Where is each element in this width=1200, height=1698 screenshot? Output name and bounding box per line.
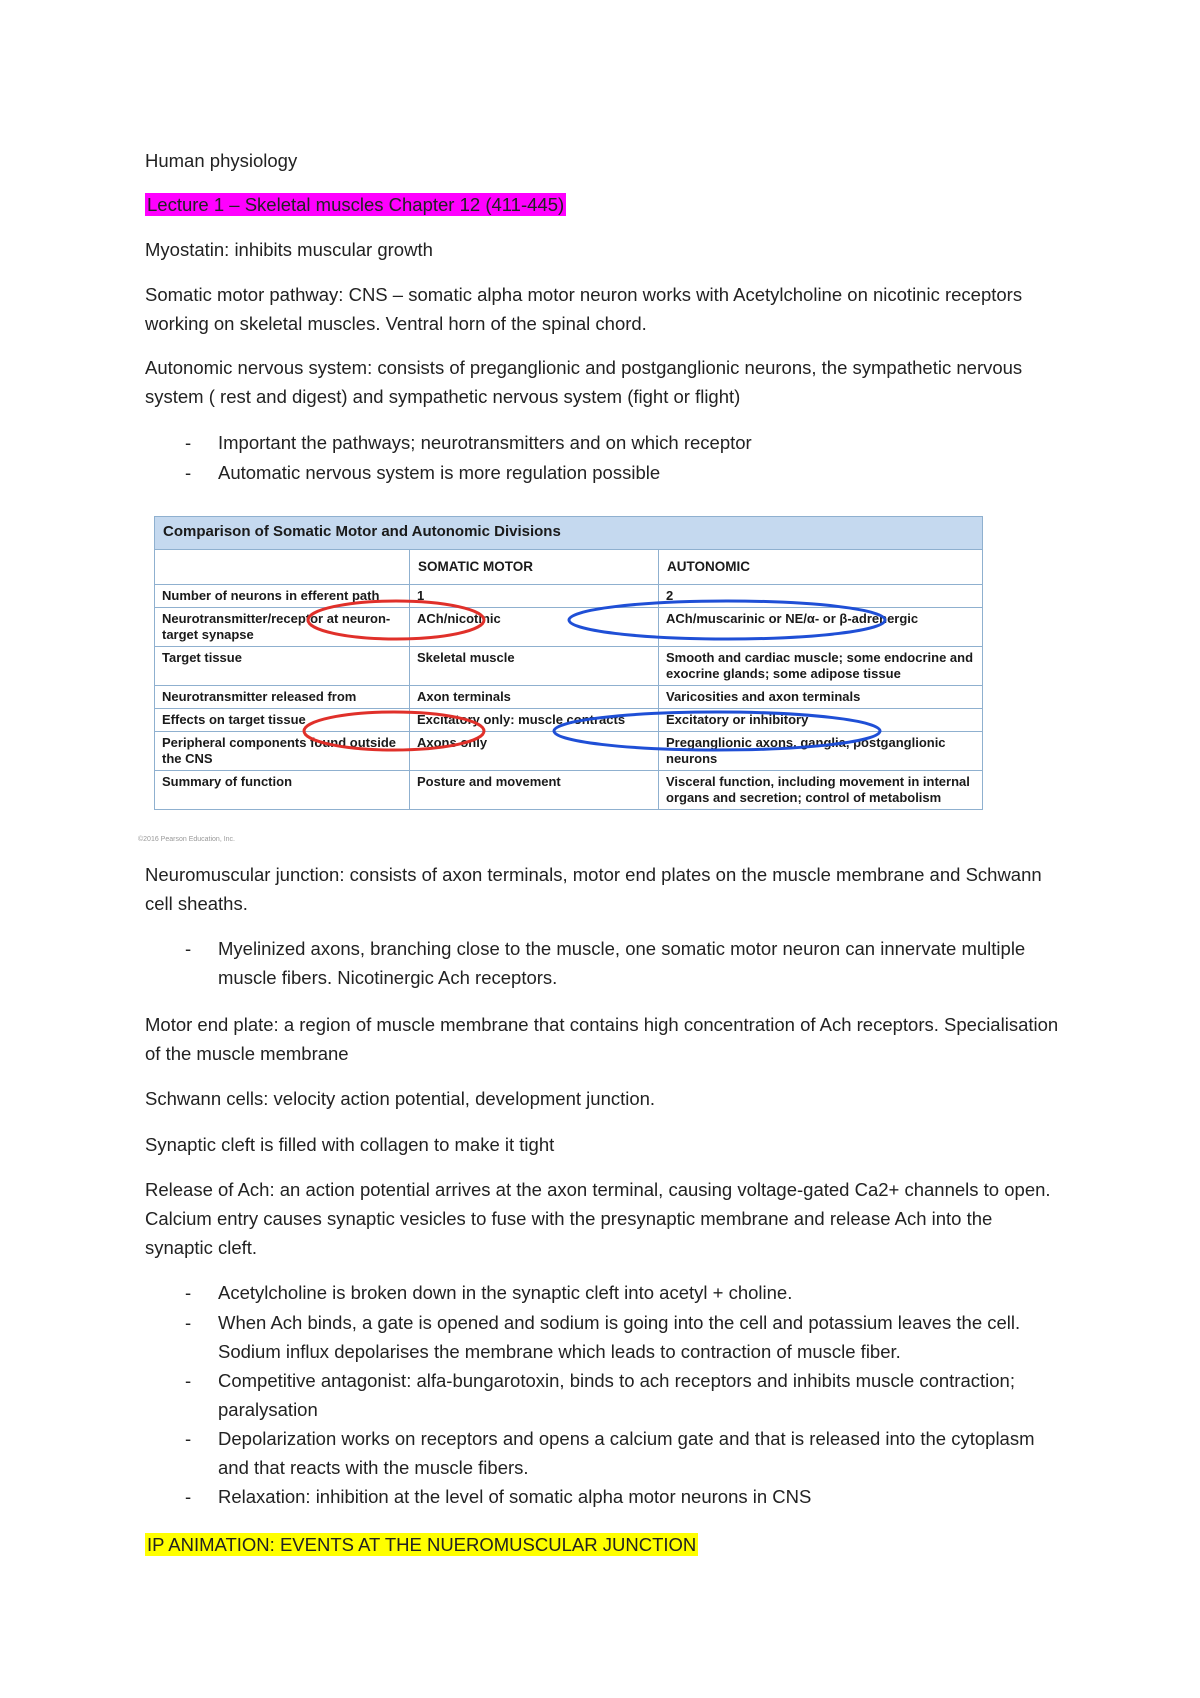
table-cell-label: Peripheral components found outside the CNS: [155, 732, 410, 771]
table-cell-label: Target tissue: [155, 647, 410, 686]
bullet-item: [185, 1366, 1065, 1424]
table-cell-somatic: Axon terminals: [410, 686, 659, 709]
ip-animation-highlight: IP ANIMATION: EVENTS AT THE NUEROMUSCULAR JUNCTION: [147, 1534, 697, 1555]
table-header-cell: [155, 550, 410, 585]
bullet-dash: -: [185, 1428, 192, 1449]
table-cell-autonomic: Preganglionic axons, ganglia, postganglionic neurons: [659, 732, 983, 771]
paragraph-synaptic-cleft: Synaptic cleft is filled with collagen to make it tight: [145, 1134, 555, 1155]
table-cell-autonomic: 2: [659, 585, 983, 608]
bullet-item: [185, 1308, 1065, 1366]
paragraph-release-ach: Release of Ach: an action potential arrives at the axon terminal, causing voltage-gated Ca2+ channels to open. Calcium entry causes synaptic vesicles to fuse with the presynaptic membrane and release Ach into the synaptic cleft.: [145, 1179, 1051, 1258]
ip-animation-heading: [145, 1530, 1065, 1559]
table-row: [155, 732, 983, 771]
bullet-text: Important the pathways; neurotransmitters and on which receptor: [218, 432, 752, 453]
table-header-row: [155, 550, 983, 585]
table-cell-somatic: Excitatory only: muscle contracts: [410, 709, 659, 732]
table-cell-autonomic: Visceral function, including movement in internal organs and secretion; control of metabolism: [659, 771, 983, 810]
table-row: [155, 709, 983, 732]
comparison-table: [154, 516, 983, 810]
bullet-text: Relaxation: inhibition at the level of somatic alpha motor neurons in CNS: [218, 1486, 812, 1507]
bullet-item: [185, 1278, 1065, 1307]
table-cell-somatic: 1: [410, 585, 659, 608]
document-title: Human physiology: [145, 150, 298, 171]
table-cell-label: Number of neurons in efferent path: [155, 585, 410, 608]
table-cell-label: Summary of function: [155, 771, 410, 810]
bullet-dash: -: [185, 938, 192, 959]
bullet-dash: -: [185, 432, 192, 453]
table-cell-somatic: Axons only: [410, 732, 659, 771]
paragraph-motor-end-plate: Motor end plate: a region of muscle membrane that contains high concentration of Ach receptors. Specialisation of the muscle membrane: [145, 1014, 1059, 1064]
bullet-text: Acetylcholine is broken down in the synaptic cleft into acetyl + choline.: [218, 1282, 793, 1303]
paragraph-somatic-pathway: Somatic motor pathway: CNS – somatic alpha motor neuron works with Acetylcholine on nicotinic receptors working on skeletal muscles. Ventral horn of the spinal chord.: [145, 284, 1023, 334]
table-caption-row: [155, 517, 983, 550]
lecture-heading-highlight: Lecture 1 – Skeletal muscles Chapter 12 (411-445): [147, 194, 565, 215]
bullet-item: [185, 428, 1065, 457]
table-cell-autonomic: ACh/muscarinic or NE/α- or β-adrenergic: [659, 608, 983, 647]
table-header-cell: AUTONOMIC: [659, 550, 983, 585]
bullet-item: [185, 1424, 1065, 1482]
table-cell-somatic: Posture and movement: [410, 771, 659, 810]
table-row: [155, 608, 983, 647]
bullet-dash: -: [185, 1370, 192, 1391]
paragraph-schwann-cells: Schwann cells: velocity action potential, development junction.: [145, 1088, 656, 1109]
paragraph-autonomic: Autonomic nervous system: consists of preganglionic and postganglionic neurons, the sympathetic nervous system ( rest and digest) and sympathetic nervous system (fight or flight): [145, 357, 1023, 407]
paragraph-myostatin: Myostatin: inhibits muscular growth: [145, 239, 433, 260]
bullet-text: Automatic nervous system is more regulation possible: [218, 462, 661, 483]
bullet-dash: -: [185, 462, 192, 483]
bullet-text: Myelinized axons, branching close to the muscle, one somatic motor neuron can innervate multiple muscle fibers. Nicotinergic Ach receptors.: [218, 938, 1026, 988]
bullet-text: When Ach binds, a gate is opened and sodium is going into the cell and potassium leaves the cell. Sodium influx depolarises the membrane which leads to contraction of muscle fiber.: [218, 1312, 1021, 1362]
table-cell-label: Effects on target tissue: [155, 709, 410, 732]
bullet-text: Depolarization works on receptors and opens a calcium gate and that is released into the cytoplasm and that reacts with the muscle fibers.: [218, 1428, 1035, 1478]
bullet-dash: -: [185, 1282, 192, 1303]
table-cell-autonomic: Excitatory or inhibitory: [659, 709, 983, 732]
table-caption: Comparison of Somatic Motor and Autonomic Divisions: [155, 517, 983, 550]
table-cell-label: Neurotransmitter released from: [155, 686, 410, 709]
lecture-heading: [145, 190, 1065, 219]
paragraph-neuromuscular-junction: Neuromuscular junction: consists of axon terminals, motor end plates on the muscle membrane and Schwann cell sheaths.: [145, 864, 1042, 914]
table-cell-autonomic: Smooth and cardiac muscle; some endocrine and exocrine glands; some adipose tissue: [659, 647, 983, 686]
bullet-text: Competitive antagonist: alfa-bungarotoxin, binds to ach receptors and inhibits muscle contraction; paralysation: [218, 1370, 1015, 1420]
table-header-cell: SOMATIC MOTOR: [410, 550, 659, 585]
table-row: [155, 647, 983, 686]
bullet-dash: -: [185, 1312, 192, 1333]
figure-credit: ©2016 Pearson Education, Inc.: [138, 836, 235, 843]
bullet-item: [185, 458, 1065, 487]
bullet-dash: -: [185, 1486, 192, 1507]
table-row: [155, 771, 983, 810]
table-row: [155, 686, 983, 709]
comparison-table-figure: [154, 516, 983, 833]
table-cell-label: Neurotransmitter/receptor at neuron-target synapse: [155, 608, 410, 647]
table-cell-autonomic: Varicosities and axon terminals: [659, 686, 983, 709]
table-cell-somatic: Skeletal muscle: [410, 647, 659, 686]
bullet-item: [185, 1482, 1065, 1511]
table-row: [155, 585, 983, 608]
table-cell-somatic: ACh/nicotinic: [410, 608, 659, 647]
bullet-item: [185, 934, 1065, 992]
